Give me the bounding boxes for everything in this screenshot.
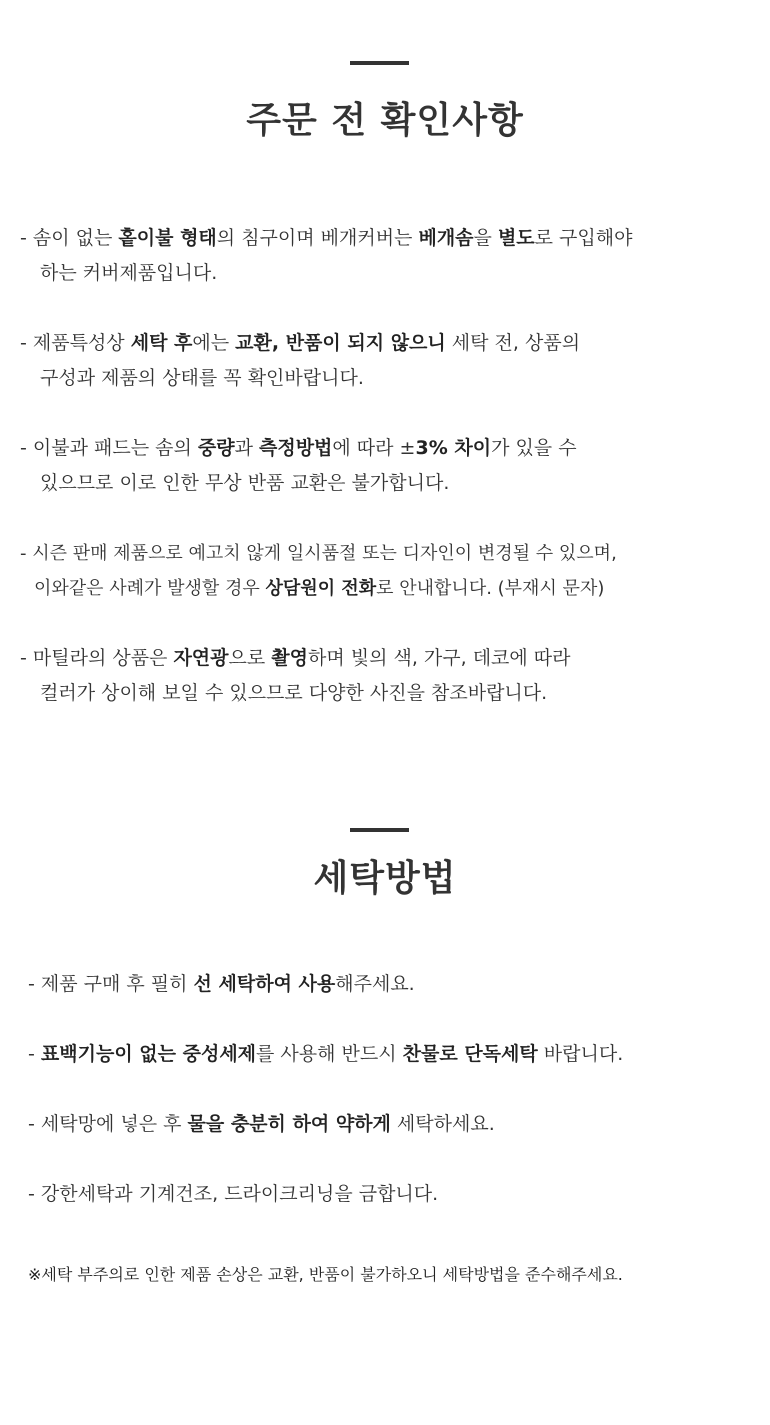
notice-item-line: [20, 571, 617, 606]
washing-item-2: [28, 1037, 623, 1072]
washing-item-3: [28, 1107, 495, 1142]
notice-item-1: [20, 221, 632, 291]
emphasis-text: 물을 충분히 하여 약하게: [187, 1113, 391, 1135]
body-text: 구성과 제품의 상태를 꼭 확인바랍니다.: [40, 367, 364, 389]
notice-item-5: [20, 641, 571, 711]
body-text: 하며 빛의 색, 가구, 데코에 따라: [307, 647, 571, 669]
notice-item-line: [20, 536, 617, 571]
body-text: - 강한세탁과 기계건조, 드라이크리닝을 금합니다.: [28, 1183, 439, 1205]
emphasis-text: 교환, 반품이 되지 않으니: [235, 332, 446, 354]
emphasis-text: 찬물로 단독세탁: [402, 1043, 538, 1065]
body-text: 에 따라 ±: [332, 437, 416, 459]
body-text: -: [28, 1043, 41, 1065]
section-divider-notice: [350, 61, 409, 65]
emphasis-text: 표백기능이 없는 중성세제: [40, 1043, 257, 1065]
body-text: - 마틸라의 상품은: [20, 647, 174, 669]
body-text: 세탁하세요.: [390, 1113, 495, 1135]
body-text: 으로: [228, 647, 272, 669]
emphasis-text: 자연광: [173, 647, 229, 669]
emphasis-text: 3% 차이: [415, 437, 492, 459]
body-text: - 제품특성상: [20, 332, 131, 354]
section-divider-washing: [350, 828, 409, 832]
emphasis-text: 중량: [197, 437, 235, 459]
notice-item-line: [20, 256, 632, 291]
notice-item-line: [20, 641, 571, 676]
body-text: 과: [234, 437, 259, 459]
notice-item-line: [20, 326, 580, 361]
body-text: - 세탁망에 넣은 후: [28, 1113, 188, 1135]
notice-title: 주문 전 확인사항: [246, 100, 524, 141]
notice-item-line: [20, 221, 632, 256]
body-text: 로 안내합니다. (부재시 문자): [376, 578, 605, 599]
body-text: 컬러가 상이해 보일 수 있으므로 다양한 사진을 참조바랍니다.: [40, 682, 548, 704]
emphasis-text: 선 세탁하여 사용: [193, 973, 336, 995]
body-text: 해주세요.: [335, 973, 415, 995]
emphasis-text: 촬영: [271, 647, 308, 669]
body-text: 있으므로 이로 인한 무상 반품 교환은 불가합니다.: [40, 472, 450, 494]
body-text: 을: [473, 227, 498, 249]
emphasis-text: 홑이불 형태: [118, 227, 217, 249]
body-text: 하는 커버제품입니다.: [40, 262, 218, 284]
washing-item-4: [28, 1177, 438, 1212]
emphasis-text: 상담원이 전화: [265, 578, 377, 599]
emphasis-text: 측정방법: [258, 437, 333, 459]
body-text: 바랍니다.: [537, 1043, 624, 1065]
notice-item-line: [20, 361, 580, 396]
body-text: 세탁 전, 상품의: [445, 332, 581, 354]
body-text: - 시즌 판매 제품으로 예고치 않게 일시품절 또는 디자인이 변경될 수 있으며,: [20, 543, 617, 564]
emphasis-text: 베개솜: [418, 227, 474, 249]
body-text: 의 침구이며 베개커버는: [216, 227, 419, 249]
body-text: 가 있을 수: [491, 437, 577, 459]
notice-item-4: [20, 536, 617, 606]
body-text: - 이불과 패드는 솜의: [20, 437, 198, 459]
notice-item-line: [20, 676, 571, 711]
notice-item-3: [20, 431, 577, 501]
emphasis-text: 별도: [497, 227, 535, 249]
emphasis-text: 세탁 후: [130, 332, 193, 354]
washing-caution-note: ※세탁 부주의로 인한 제품 손상은 교환, 반품이 불가하오니 세탁방법을 준수해주세요.: [28, 1265, 623, 1284]
body-text: - 제품 구매 후 필히: [28, 973, 194, 995]
notice-item-line: [20, 431, 577, 466]
washing-title: 세탁방법: [313, 858, 457, 899]
body-text: 에는: [192, 332, 236, 354]
notice-item-2: [20, 326, 580, 396]
notice-item-line: [20, 466, 577, 501]
body-text: 로 구입해야: [534, 227, 633, 249]
washing-item-1: [28, 967, 415, 1002]
body-text: - 솜이 없는: [20, 227, 119, 249]
body-text: 를 사용해 반드시: [256, 1043, 403, 1065]
body-text: 이와같은 사례가 발생할 경우: [34, 578, 266, 599]
